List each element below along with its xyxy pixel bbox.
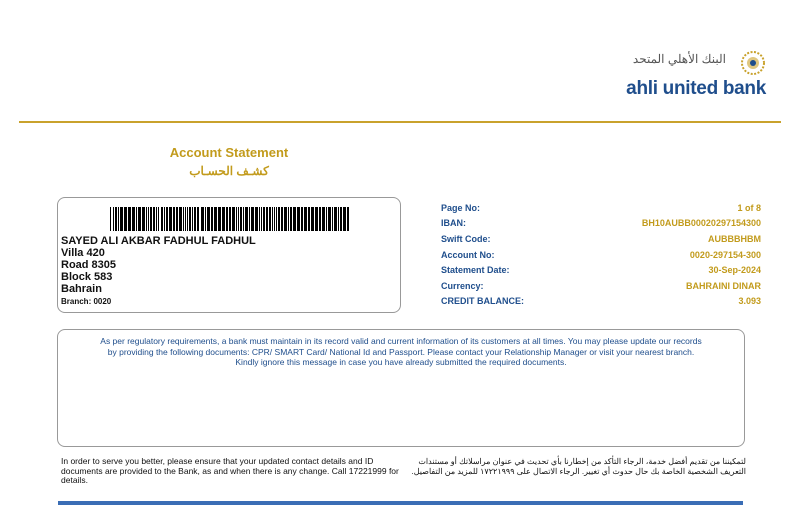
barcode-bar bbox=[272, 207, 273, 231]
barcode-bar bbox=[284, 207, 287, 231]
barcode-bar bbox=[132, 207, 135, 231]
regulatory-notice bbox=[64, 336, 738, 368]
barcode-bar bbox=[169, 207, 172, 231]
barcode-bar bbox=[207, 207, 210, 231]
barcode-bar bbox=[138, 207, 141, 231]
barcode-bar bbox=[205, 207, 206, 231]
info-row-swift bbox=[441, 231, 761, 247]
barcode-bar bbox=[276, 207, 277, 231]
barcode-bar bbox=[332, 207, 333, 231]
bank-name-english: ahli united bank bbox=[626, 78, 766, 99]
barcode-bar bbox=[214, 207, 217, 231]
barcode-bar bbox=[347, 207, 349, 231]
info-label: Page No: bbox=[441, 202, 481, 213]
barcode-bar bbox=[218, 207, 221, 231]
barcode-bar bbox=[194, 207, 196, 231]
barcode-bar bbox=[120, 207, 123, 231]
barcode-bar bbox=[263, 207, 265, 231]
barcode-bar bbox=[311, 207, 314, 231]
info-value: 3.093 bbox=[738, 296, 761, 307]
notice-line: by providing the following documents: CPR/ SMART Card/ National Id and Passport. Please contact your Relationship Manager or visit your nearest branch. bbox=[107, 346, 695, 357]
info-row-currency bbox=[441, 278, 761, 294]
barcode-bar bbox=[315, 207, 318, 231]
barcode-bar bbox=[304, 207, 307, 231]
barcode-bar bbox=[183, 207, 184, 231]
regulatory-notice-box bbox=[57, 329, 745, 447]
barcode-bar bbox=[226, 207, 228, 231]
barcode-bar bbox=[338, 207, 339, 231]
barcode-bar bbox=[288, 207, 289, 231]
bank-logo bbox=[586, 50, 766, 104]
barcode-bar bbox=[278, 207, 280, 231]
customer-address bbox=[61, 235, 256, 295]
header-divider bbox=[19, 121, 781, 123]
barcode-bar bbox=[124, 207, 127, 231]
barcode-bar bbox=[297, 207, 300, 231]
barcode-bar bbox=[245, 207, 248, 231]
info-value: AUBBBHBM bbox=[708, 233, 761, 244]
barcode-bar bbox=[187, 207, 188, 231]
footer-note-arabic: لتمكيننا من تقديم أفضل خدمة، الرجاء التأكد من إخطارنا بأي تحديث في عنوان مراسلاتك أو مستندات التعريف الشخصية الخاصة بك حال حدوث أي تغيير. الرجاء الاتصال على ١٧٢٢١٩٩٩ للمزيد من التفاصيل. bbox=[411, 457, 746, 476]
barcode-bar bbox=[343, 207, 346, 231]
info-row-statement-date bbox=[441, 262, 761, 278]
barcode-bar bbox=[293, 207, 296, 231]
barcode-bar bbox=[185, 207, 186, 231]
barcode-bar bbox=[150, 207, 152, 231]
barcode-bar bbox=[211, 207, 213, 231]
barcode-bar bbox=[249, 207, 250, 231]
barcode-bar bbox=[110, 207, 111, 231]
statement-title-arabic: كشـف الحسـاب bbox=[189, 164, 269, 178]
info-row-account-no bbox=[441, 247, 761, 263]
info-label: IBAN: bbox=[441, 218, 466, 229]
barcode-bar bbox=[128, 207, 131, 231]
barcode-bar bbox=[176, 207, 178, 231]
branch-code: Branch: 0020 bbox=[61, 297, 112, 306]
info-label: Account No: bbox=[441, 249, 495, 260]
address-line: Bahrain bbox=[61, 283, 102, 295]
barcode-bar bbox=[236, 207, 237, 231]
statement-title: Account Statement bbox=[169, 145, 289, 160]
footer-note-english: In order to serve you better, please ensure that your updated contact details and ID documents are provided to the Bank, as and when there is any change. Call 17221999 for details. bbox=[61, 456, 399, 485]
barcode-bar bbox=[115, 207, 117, 231]
barcode-bar bbox=[238, 207, 239, 231]
barcode-bar bbox=[266, 207, 268, 231]
barcode-bar bbox=[232, 207, 235, 231]
info-value: 30-Sep-2024 bbox=[708, 265, 761, 276]
barcode-bar bbox=[153, 207, 155, 231]
address-line: Villa 420 bbox=[61, 247, 105, 259]
barcode-bar bbox=[179, 207, 182, 231]
address-line: Block 583 bbox=[61, 271, 113, 283]
barcode-bar bbox=[269, 207, 271, 231]
barcode-bar bbox=[259, 207, 260, 231]
barcode-bar bbox=[340, 207, 342, 231]
barcode-bar bbox=[322, 207, 325, 231]
barcode-bar bbox=[118, 207, 119, 231]
barcode-bar bbox=[255, 207, 258, 231]
info-label: Swift Code: bbox=[441, 233, 491, 244]
barcode-bar bbox=[326, 207, 327, 231]
footer-divider bbox=[58, 501, 743, 505]
bank-name-arabic: البنك الأهلي المتحد bbox=[632, 52, 726, 66]
barcode-bar bbox=[192, 207, 193, 231]
info-value: 1 of 8 bbox=[737, 202, 761, 213]
info-row-credit-balance bbox=[441, 294, 761, 310]
barcode-bar bbox=[222, 207, 225, 231]
info-value: BH10AUBB00020297154300 bbox=[641, 218, 761, 229]
barcode-bar bbox=[142, 207, 145, 231]
barcode-bar bbox=[334, 207, 337, 231]
barcode-bar bbox=[197, 207, 199, 231]
barcode-bar bbox=[136, 207, 137, 231]
info-label: Statement Date: bbox=[441, 265, 510, 276]
barcode-bar bbox=[113, 207, 114, 231]
barcode-bar bbox=[201, 207, 204, 231]
barcode-bar bbox=[308, 207, 310, 231]
notice-line: Kindly ignore this message in case you have already submitted the required documents. bbox=[235, 357, 567, 367]
address-line: Road 8305 bbox=[61, 259, 117, 271]
barcode-bar bbox=[161, 207, 163, 231]
barcode-bar bbox=[281, 207, 283, 231]
barcode-bar bbox=[146, 207, 147, 231]
barcode-bar bbox=[328, 207, 331, 231]
barcode-bar bbox=[158, 207, 159, 231]
bank-emblem-icon bbox=[740, 50, 766, 76]
barcode-bar bbox=[166, 207, 168, 231]
barcode-bar bbox=[261, 207, 262, 231]
customer-name: SAYED ALI AKBAR FADHUL FADHUL bbox=[61, 235, 256, 247]
barcode-bar bbox=[301, 207, 303, 231]
customer-address-box bbox=[57, 197, 401, 313]
barcode-bar bbox=[240, 207, 242, 231]
account-info-panel bbox=[441, 200, 761, 309]
info-row-iban bbox=[441, 216, 761, 232]
info-row-page bbox=[441, 200, 761, 216]
barcode-bar bbox=[290, 207, 292, 231]
info-label: Currency: bbox=[441, 280, 484, 291]
info-value: 0020-297154-300 bbox=[689, 249, 761, 260]
barcode-bar bbox=[251, 207, 254, 231]
barcode-bar bbox=[148, 207, 149, 231]
info-label: CREDIT BALANCE: bbox=[441, 296, 524, 307]
barcode-bar bbox=[189, 207, 191, 231]
barcode-bar bbox=[319, 207, 321, 231]
barcode-bar bbox=[243, 207, 244, 231]
barcode bbox=[110, 207, 350, 231]
barcode-bar bbox=[164, 207, 165, 231]
notice-line: As per regulatory requirements, a bank must maintain in its record valid and current information of its customers at all times. You may please update our records bbox=[100, 336, 702, 346]
barcode-bar bbox=[274, 207, 275, 231]
info-value: BAHRAINI DINAR bbox=[686, 280, 761, 291]
barcode-bar bbox=[156, 207, 157, 231]
barcode-bar bbox=[229, 207, 231, 231]
barcode-bar bbox=[173, 207, 175, 231]
